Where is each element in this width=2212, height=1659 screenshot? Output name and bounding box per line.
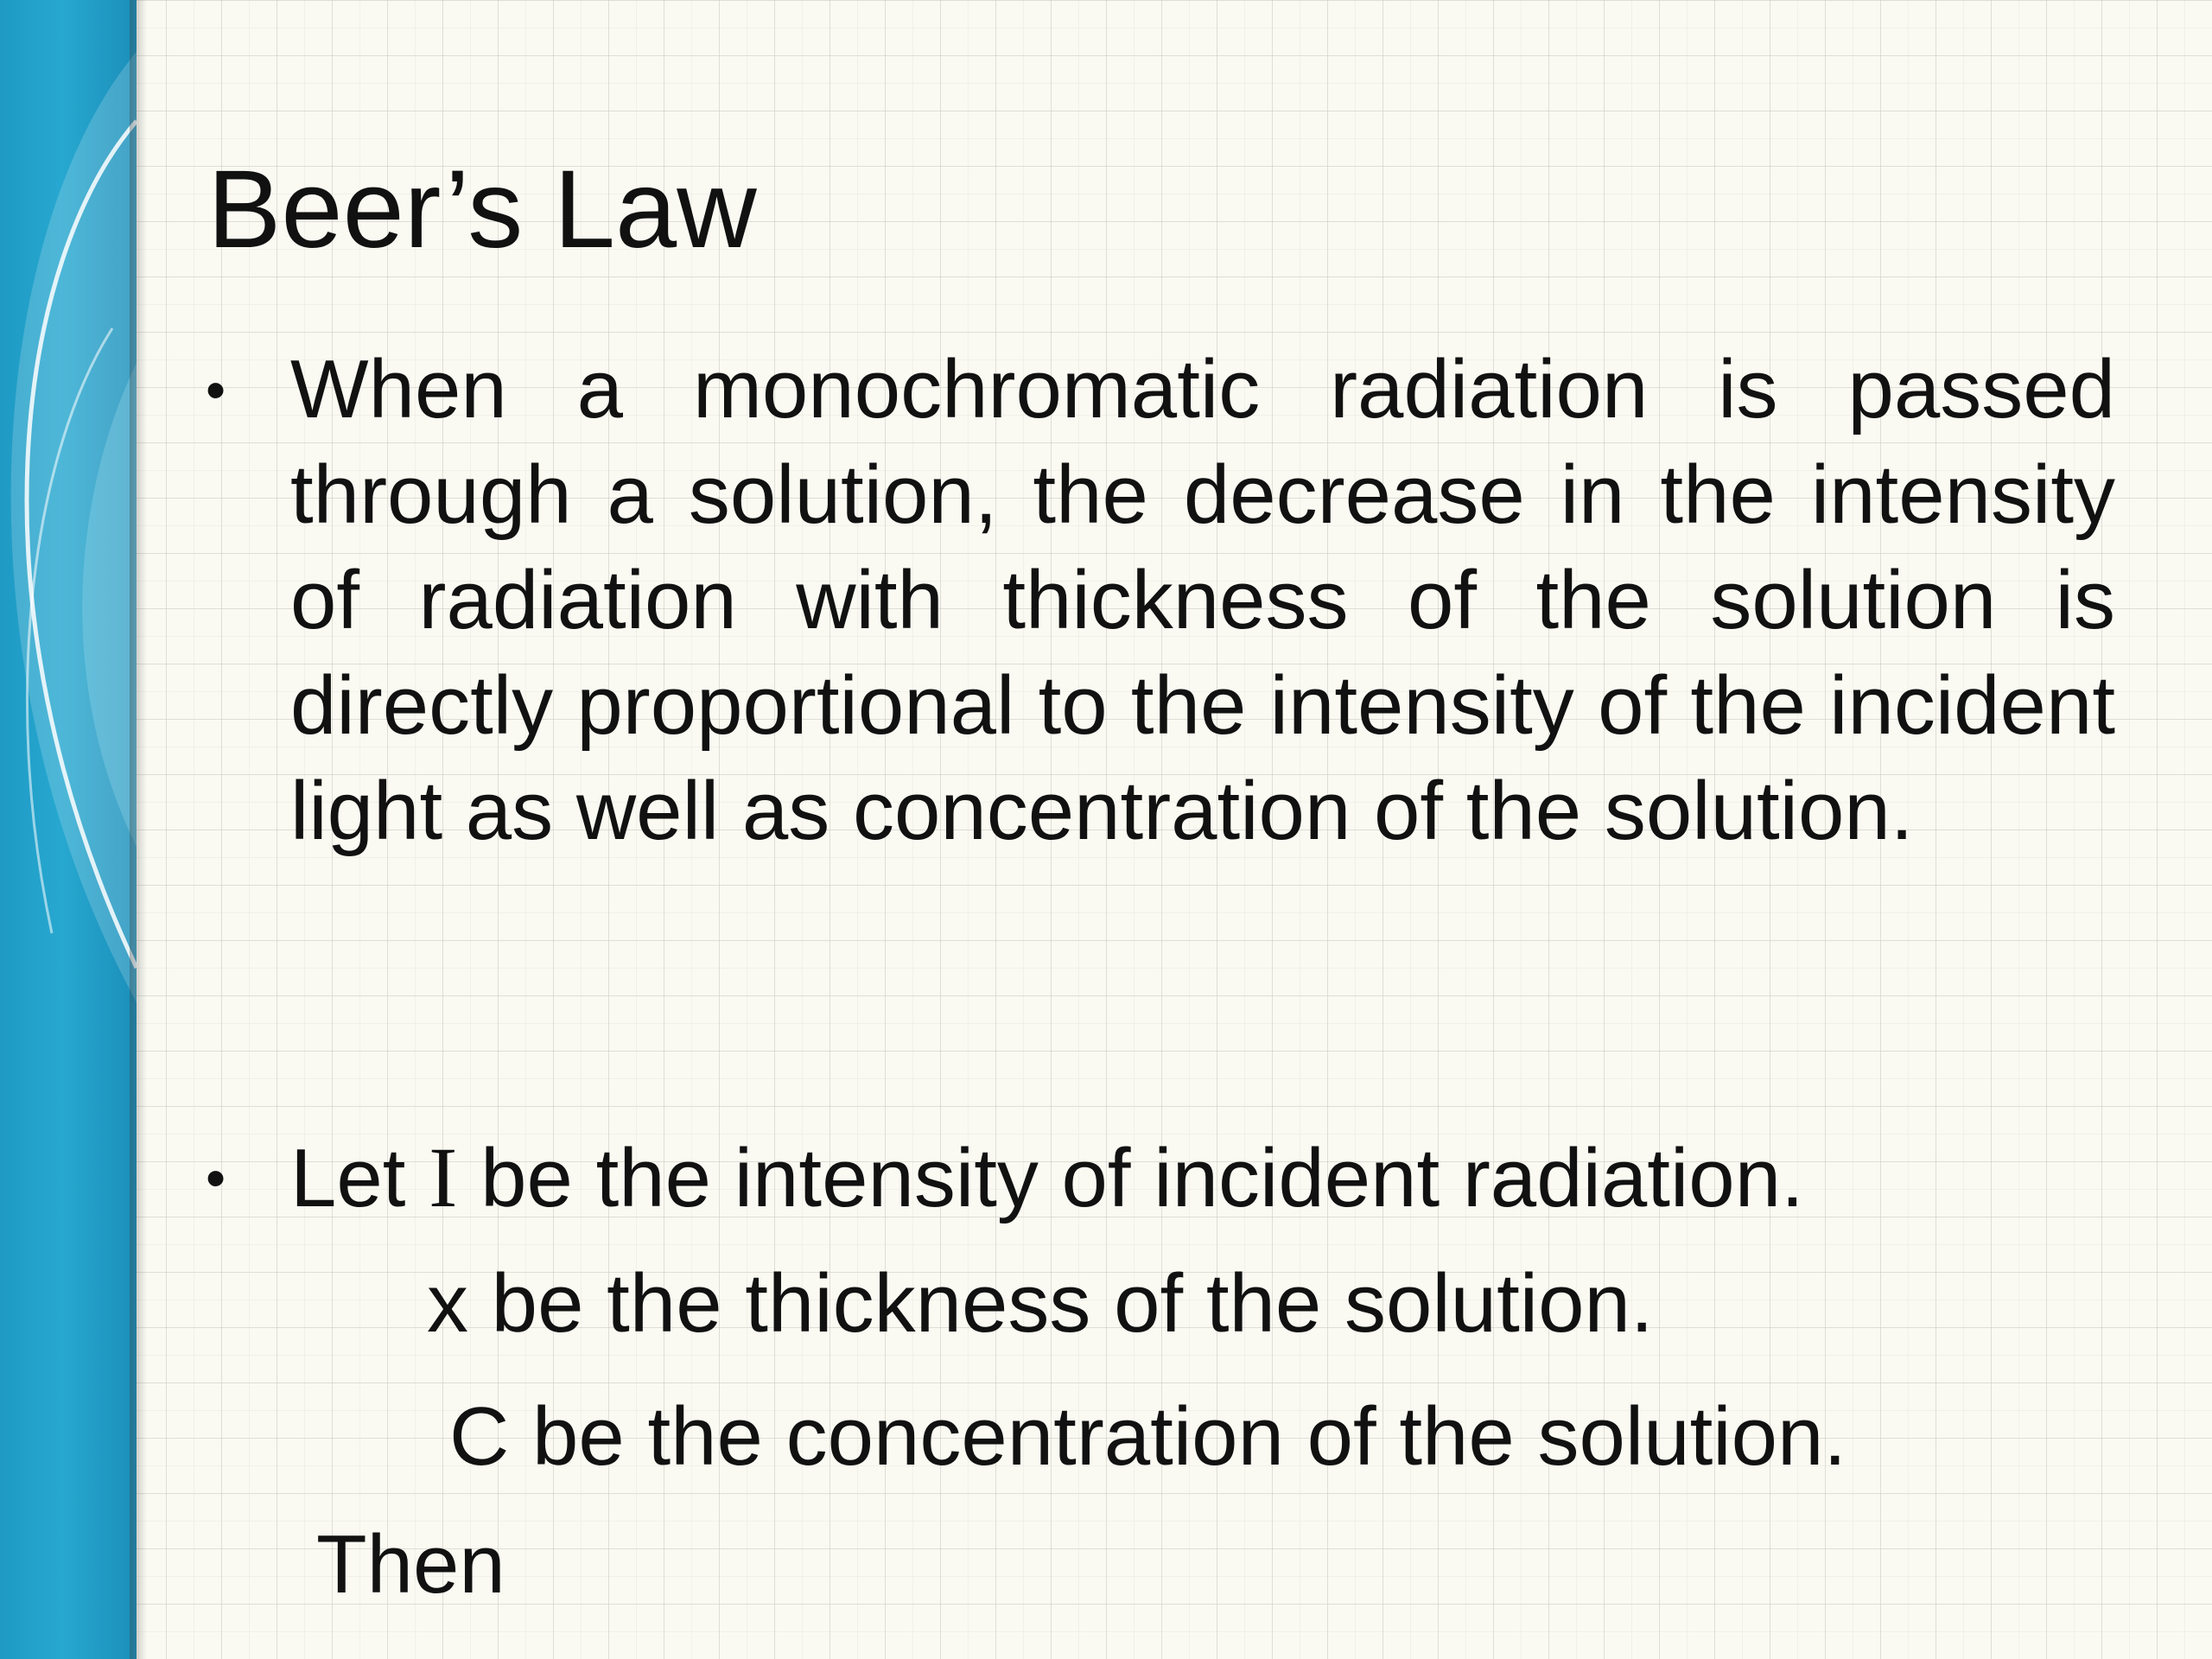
- bullet-marker: •: [206, 358, 226, 422]
- variable-i-symbol: I: [429, 1129, 458, 1225]
- variable-x-line: x be the thickness of the solution.: [427, 1257, 1654, 1350]
- variable-i-line: [290, 1125, 1804, 1231]
- definition-text: When a monochromatic radiation is passed through a solution, the decrease in the intensity of radiation with thickness of the solution is directly proportional to the intensity of the incident light as well as concentration of the solution.: [290, 343, 2115, 857]
- variable-i-suffix: be the intensity of incident radiation.: [457, 1132, 1804, 1224]
- variable-c-line: C be the concentration of the solution.: [449, 1390, 1847, 1483]
- variable-i-prefix: Let: [290, 1132, 429, 1224]
- then-line: Then: [316, 1518, 505, 1611]
- slide-title: Beer’s Law: [207, 148, 757, 271]
- sidebar-swoosh-graphic: [0, 0, 137, 1659]
- sidebar-shadow: [130, 0, 147, 1659]
- bullet-marker: •: [206, 1146, 226, 1210]
- decorative-sidebar: [0, 0, 137, 1659]
